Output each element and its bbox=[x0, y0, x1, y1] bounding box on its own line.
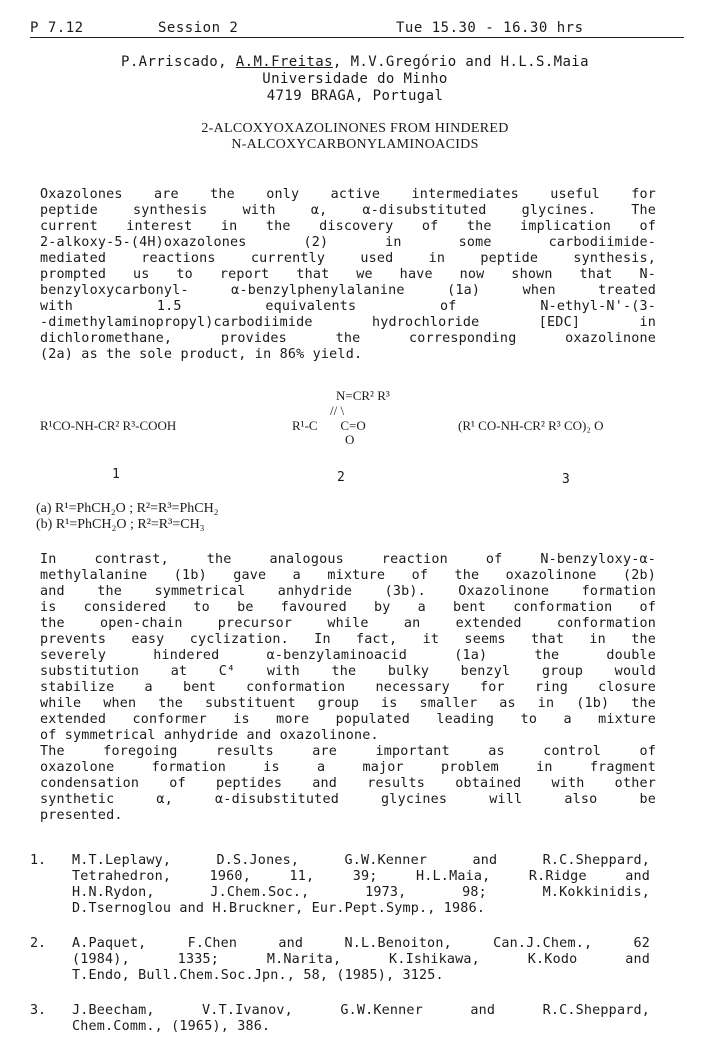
text-line: dichloromethane, provides the corresponding oxazolinone bbox=[40, 331, 656, 346]
text-line: peptide synthesis with α, α-disubstituted glycines. The bbox=[40, 203, 656, 218]
reference-line: (1984), 1335; M.Narita, K.Ishikawa, K.Kodo and bbox=[72, 952, 650, 967]
structure-2-oxygen: O bbox=[345, 432, 355, 447]
paragraph-discussion bbox=[40, 552, 656, 824]
session-time: Tue 15.30 - 16.30 hrs bbox=[396, 20, 584, 36]
text-line: (2a) as the sole product, in 86% yield. bbox=[40, 347, 363, 362]
reference-line: T.Endo, Bull.Chem.Soc.Jpn., 58, (1985), 3125. bbox=[72, 968, 444, 983]
text-line: is considered to be favoured by a bent conformation of bbox=[40, 600, 656, 615]
author-line bbox=[30, 54, 680, 71]
author-1: P.Arriscado, bbox=[121, 54, 236, 70]
reference-line: Tetrahedron, 1960, 11, 39; H.L.Maia, R.Ridge and bbox=[72, 869, 650, 884]
text-line: mediated reactions currently used in peptide synthesis, bbox=[40, 251, 656, 266]
structure-1: R¹CO-NH-CR² R³-COOH bbox=[40, 418, 177, 433]
reference-line: H.N.Rydon, J.Chem.Soc., 1973, 98; M.Kokkinidis, bbox=[72, 885, 650, 900]
author-presenting: A.M.Freitas bbox=[235, 54, 333, 70]
compound-number-2: 2 bbox=[337, 470, 345, 485]
reference-3 bbox=[72, 1003, 650, 1035]
text-line: presented. bbox=[40, 808, 123, 823]
reference-line: D.Tsernoglou and H.Bruckner, Eur.Pept.Symp., 1986. bbox=[72, 901, 486, 916]
reference-line: A.Paquet, F.Chen and N.L.Benoiton, Can.J.Chem., 62 bbox=[72, 936, 650, 951]
text-line: stabilize a bent conformation necessary for ring closure bbox=[40, 680, 656, 695]
text-line: prevents easy cyclization. In fact, it seems that in the bbox=[40, 632, 656, 647]
reference-2 bbox=[72, 936, 650, 984]
text-line: -dimethylaminopropyl)carbodiimide hydrochloride [EDC] in bbox=[40, 315, 656, 330]
text-line: severely hindered α-benzylaminoacid (1a) the double bbox=[40, 648, 656, 663]
structure-2-bonds: // \ bbox=[330, 403, 345, 418]
author-rest: , M.V.Gregório and H.L.S.Maia bbox=[332, 54, 589, 70]
ref-2-number: 2. bbox=[30, 936, 47, 951]
title-line-1: 2-ALCOXYOXAZOLINONES FROM HINDERED bbox=[201, 121, 509, 136]
text-line: the open-chain precursor while an extended conformation bbox=[40, 616, 656, 631]
affiliation: Universidade do Minho bbox=[262, 71, 448, 87]
text-line: with 1.5 equivalents of N-ethyl-N'-(3- bbox=[40, 299, 656, 314]
compound-number-3: 3 bbox=[562, 472, 570, 487]
reference-line: M.T.Leplawy, D.S.Jones, G.W.Kenner and R.C.Sheppard, bbox=[72, 853, 650, 868]
compound-number-1: 1 bbox=[112, 467, 120, 482]
ref-1-number: 1. bbox=[30, 853, 47, 868]
reference-line: Chem.Comm., (1965), 386. bbox=[72, 1019, 271, 1034]
text-line: of symmetrical anhydride and oxazolinone. bbox=[40, 728, 379, 743]
reference-1 bbox=[72, 853, 650, 917]
text-line: The foregoing results are important as control of bbox=[40, 744, 656, 759]
text-line: synthetic α, α-disubstituted glycines will also be bbox=[40, 792, 656, 807]
structure-3: (R¹ CO-NH-CR² R³ CO)₂ O bbox=[458, 418, 604, 433]
text-line: In contrast, the analogous reaction of N-benzyloxy-α- bbox=[40, 552, 656, 567]
session-label: Session 2 bbox=[158, 20, 239, 36]
text-line: substitution at C⁴ with the bulky benzyl group would bbox=[40, 664, 656, 679]
structure-2-top: N=CR² R³ bbox=[336, 388, 390, 403]
text-line: extended conformer is more populated leading to a mixture bbox=[40, 712, 656, 727]
text-line: prompted us to report that we have now shown that N- bbox=[40, 267, 656, 282]
page-header bbox=[30, 20, 684, 40]
title-line-2: N-ALCOXYCARBONYLAMINOACIDS bbox=[231, 137, 479, 152]
text-line: 2-alkoxy-5-(4H)oxazolones (2) in some carbodiimide- bbox=[40, 235, 656, 250]
substituents-a: (a) R¹=PhCH₂O ; R²=R³=PhCH₂ bbox=[36, 501, 219, 516]
text-line: and the symmetrical anhydride (3b). Oxazolinone formation bbox=[40, 584, 656, 599]
text-line: methylalanine (1b) gave a mixture of the oxazolinone (2b) bbox=[40, 568, 656, 583]
text-line: current interest in the discovery of the implication of bbox=[40, 219, 656, 234]
text-line: Oxazolones are the only active intermediates useful for bbox=[40, 187, 656, 202]
reference-line: J.Beecham, V.T.Ivanov, G.W.Kenner and R.C.Sheppard, bbox=[72, 1003, 650, 1018]
paper-code: P 7.12 bbox=[30, 20, 84, 36]
text-line: condensation of peptides and results obtained with other bbox=[40, 776, 656, 791]
paragraph-intro bbox=[40, 187, 656, 363]
text-line: while when the substituent group is smaller as in (1b) the bbox=[40, 696, 656, 711]
structure-2-ring: R¹-C C=O bbox=[292, 418, 366, 433]
text-line: benzyloxycarbonyl- α-benzylphenylalanine (1a) when treated bbox=[40, 283, 656, 298]
address: 4719 BRAGA, Portugal bbox=[266, 88, 444, 104]
ref-3-number: 3. bbox=[30, 1003, 47, 1018]
header-rule bbox=[30, 37, 684, 38]
substituents-b: (b) R¹=PhCH₂O ; R²=R³=CH₃ bbox=[36, 517, 205, 532]
text-line: oxazolone formation is a major problem in fragment bbox=[40, 760, 656, 775]
